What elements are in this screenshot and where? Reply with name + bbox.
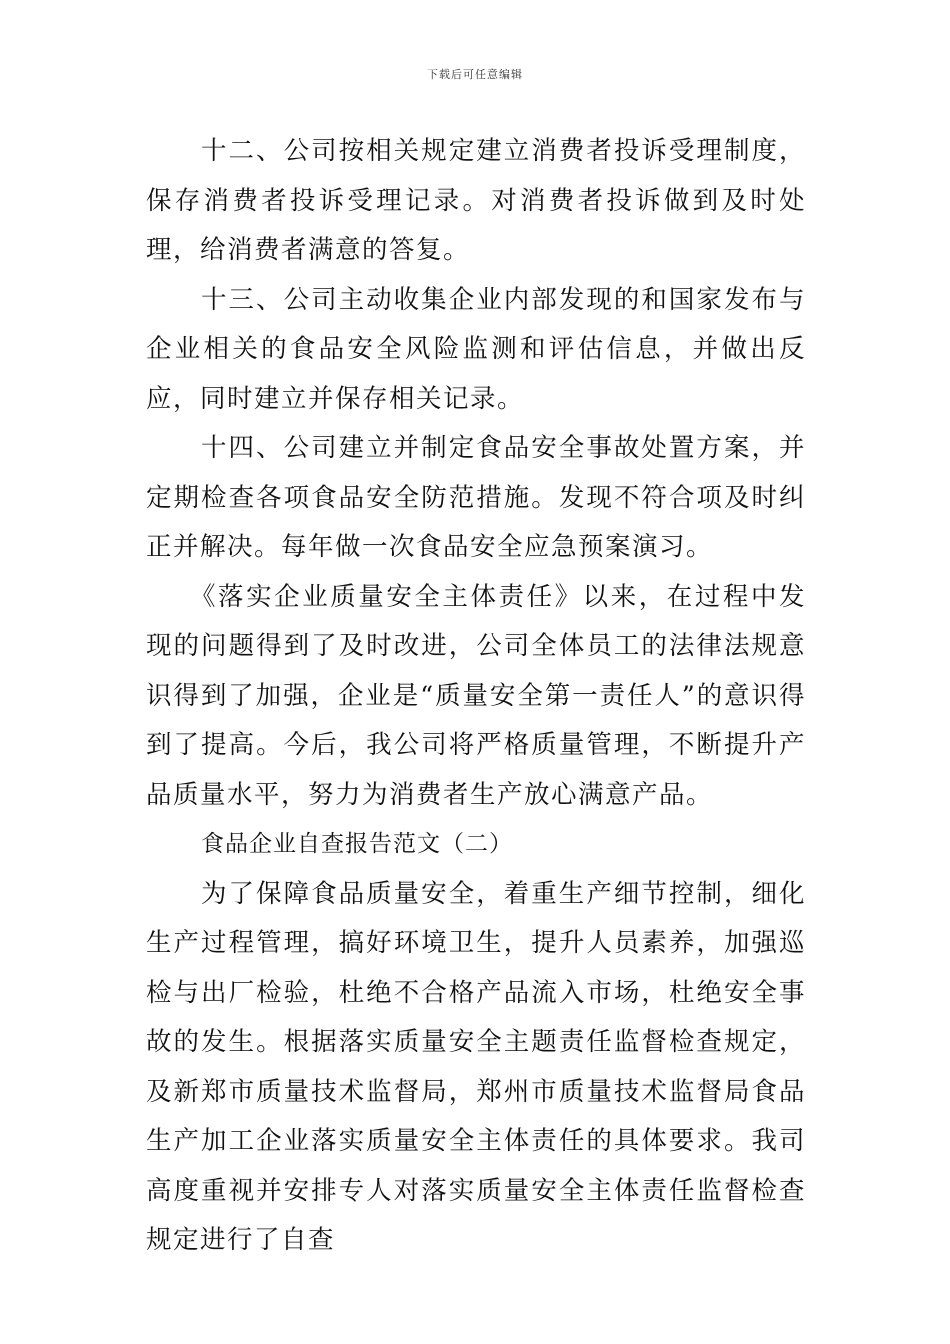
paragraph-twelve: 十二、公司按相关规定建立消费者投诉受理制度，保存消费者投诉受理记录。对消费者投诉做到及时处理，给消费者满意的答复。 bbox=[146, 136, 806, 265]
document-body bbox=[146, 127, 806, 1266]
section-subheading: 食品企业自查报告范文（二） bbox=[201, 831, 513, 857]
paragraph-report-two-intro: 为了保障食品质量安全，着重生产细节控制，细化生产过程管理，搞好环境卫生，提升人员素养，加强巡检与出厂检验，杜绝不合格产品流入市场，杜绝安全事故的发生。根据落实质量安全主题责任监督检查规定，及新郑市质量技术监督局，郑州市质量技术监督局食品生产加工企业落实质量安全主体责任的具体要求。我司高度重视并安排专人对落实质量安全主体责任监督检查规定进行了自查 bbox=[146, 878, 806, 1255]
page-header: 下载后可任意编辑 bbox=[427, 68, 523, 81]
paragraph-summary: 《落实企业质量安全主体责任》以来，在过程中发现的问题得到了及时改进，公司全体员工的法律法规意识得到了加强，企业是“质量安全第一责任人”的意识得到了提高。今后，我公司将严格质量管理，不断提升产品质量水平，努力为消费者生产放心满意产品。 bbox=[146, 581, 806, 810]
paragraph-fourteen: 十四、公司建立并制定食品安全事故处置方案，并定期检查各项食品安全防范措施。发现不符合项及时纠正并解决。每年做一次食品安全应急预案演习。 bbox=[146, 433, 806, 562]
paragraph-thirteen: 十三、公司主动收集企业内部发现的和国家发布与企业相关的食品安全风险监测和评估信息，并做出反应，同时建立并保存相关记录。 bbox=[146, 284, 806, 414]
